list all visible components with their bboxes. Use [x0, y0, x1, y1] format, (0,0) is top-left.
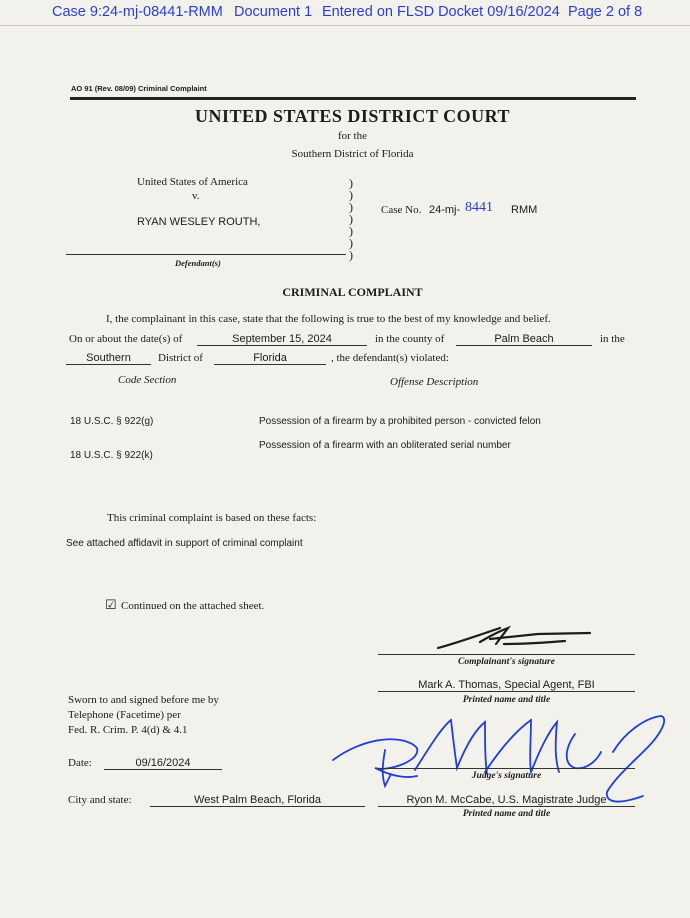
complaint-intro: I, the complainant in this case, state that the following is true to the best of my knowledge and belief.	[106, 313, 551, 325]
judge-printed-caption: Printed name and title	[462, 809, 551, 819]
case-id: Case 9:24-mj-08441-RMM	[52, 4, 223, 20]
case-no-prefix: 24-mj-	[429, 204, 461, 216]
page-number: Page 2 of 8	[568, 4, 643, 20]
complainant-caption: Complainant's signature	[458, 657, 555, 667]
county-label: in the county of	[375, 333, 445, 345]
violation-code: 18 U.S.C. § 922(g)	[70, 416, 154, 427]
court-name: UNITED STATES DISTRICT COURT	[195, 106, 510, 126]
entered-date: Entered on FLSD Docket 09/16/2024	[322, 4, 560, 20]
district-label: District of	[158, 352, 203, 364]
header-divider	[0, 25, 690, 26]
versus: v.	[192, 190, 200, 202]
code-section-header: Code Section	[118, 374, 177, 386]
sworn-date: 09/16/2024	[104, 757, 222, 770]
judge-caption: Judge's signature	[471, 771, 542, 781]
facts-label: This criminal complaint is based on these facts:	[107, 512, 317, 524]
sworn-line-2: Telephone (Facetime) per	[68, 709, 181, 721]
checkbox-checked-icon: ☑	[105, 597, 117, 612]
violation-offense: Possession of a firearm with an obliterated serial number	[259, 440, 511, 451]
complainant-signature-line	[378, 654, 635, 655]
defendant-line	[66, 254, 346, 255]
sworn-date-label: Date:	[68, 757, 92, 769]
date-label: On or about the date(s) of	[69, 333, 183, 345]
case-no-number: 8441	[465, 200, 493, 215]
offense-description-header: Offense Description	[390, 376, 479, 388]
document-number: Document 1	[234, 4, 313, 20]
violation-offense: Possession of a firearm by a prohibited person - convicted felon	[259, 416, 541, 427]
facts-text: See attached affidavit in support of criminal complaint	[66, 538, 303, 549]
complainant-signature-icon	[430, 622, 600, 656]
case-no-label: Case No.	[381, 204, 422, 216]
complainant-name: Mark A. Thomas, Special Agent, FBI	[378, 679, 635, 692]
top-rule	[70, 97, 636, 100]
district-name: Southern	[66, 352, 151, 365]
defendant-caption: Defendant(s)	[175, 258, 221, 268]
defendant-name: RYAN WESLEY ROUTH,	[137, 216, 261, 228]
judge-name: Ryon M. McCabe, U.S. Magistrate Judge	[378, 794, 635, 807]
form-id: AO 91 (Rev. 08/09) Criminal Complaint	[71, 84, 207, 93]
violated-label: , the defendant(s) violated:	[331, 352, 449, 364]
document-page: Case 9:24-mj-08441-RMM Document 1 Entered on FLSD Docket 09/16/2024 Page 2 of 8 AO 91 (Rev. 08/09) Criminal Complaint UNITED STATES DISTRICT COURT for the Southern District of Florida United States of America v. RYAN WESLEY ROUTH, Defendant(s) ) ) ) ) ) ) ) Case No. 24-mj- 8441 RMM CRIMINAL COMPLAINT I, the complainant in this case, state that the following is true to the best of my knowledge and belief. On or about the date(s) of September 15, 2024 in the county of Palm Beach in the Southern District of Florida , the defendant(s) violated: Code Section Offense Description 18 U.S.C. § 922(g) Possession of a firearm by a prohibited person - convicted felon Possession of a firearm with an obliterated serial number 18 U.S.C. § 922(k) This criminal complaint is based on these facts: See attached affidavit in support of criminal complaint ☑ Continued on the attached sheet. Complainant's signature Mark A. Thomas, Special Agent, FBI Printed name and title Sworn to and signed before me by Telephone (Facetime) per Fed. R. Crim. P. 4(d) & 4.1 Judge's signature Date: 09/16/2024 City and state: West Palm Beach, Florida Ryon M. McCabe, U.S. Magistrate Judge Printed name and title	[0, 0, 690, 918]
printed-name-caption: Printed name and title	[462, 695, 551, 705]
judge-signature-line	[378, 768, 635, 769]
plaintiff: United States of America	[137, 176, 248, 188]
city-label: City and state:	[68, 794, 132, 806]
court-district: Southern District of Florida	[291, 148, 414, 160]
continued-text: Continued on the attached sheet.	[121, 600, 265, 612]
for-the: for the	[337, 130, 367, 142]
violation-code: 18 U.S.C. § 922(k)	[70, 450, 153, 461]
offense-date: September 15, 2024	[197, 333, 367, 346]
state: Florida	[214, 352, 326, 365]
sworn-line-3: Fed. R. Crim. P. 4(d) & 4.1	[68, 724, 188, 736]
complaint-title: CRIMINAL COMPLAINT	[282, 285, 423, 299]
in-the: in the	[600, 333, 625, 345]
sworn-line-1: Sworn to and signed before me by	[68, 694, 219, 706]
city-state: West Palm Beach, Florida	[150, 794, 365, 807]
county: Palm Beach	[456, 333, 592, 346]
case-no-suffix: RMM	[511, 204, 538, 216]
